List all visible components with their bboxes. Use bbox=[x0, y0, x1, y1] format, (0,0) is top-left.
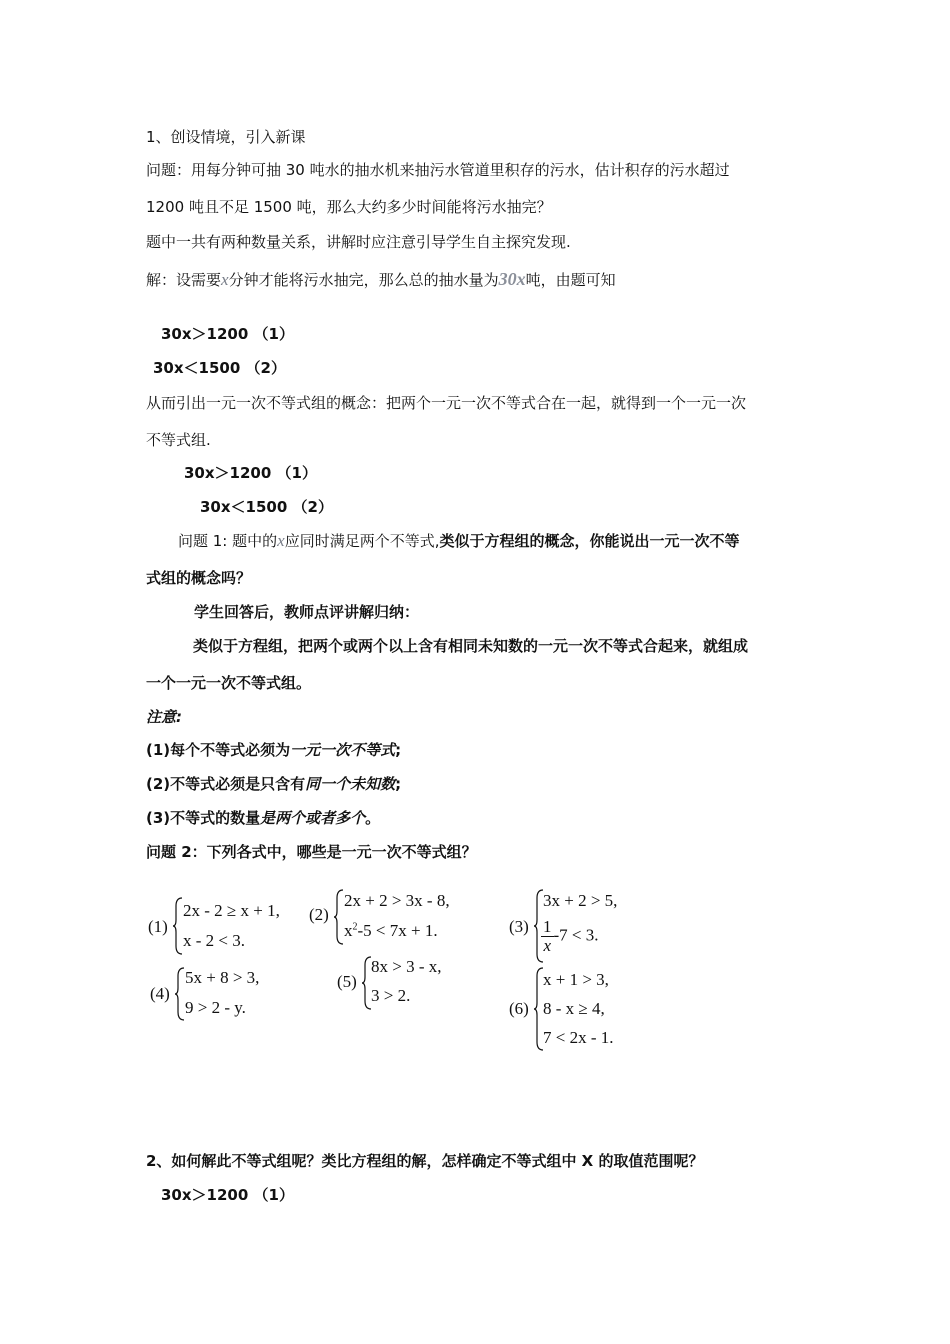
student-answer-line: 学生回答后，教师点评讲解归纳： bbox=[194, 603, 420, 621]
definition-line2: 一个一元一次不等式组。 bbox=[146, 674, 312, 692]
system-6-row1: x + 1 > 3, bbox=[543, 970, 609, 989]
section-2-variable: X bbox=[581, 1152, 594, 1170]
system-4-row1: 5x + 8 > 3, bbox=[185, 968, 260, 987]
note-3-text: (3)不等式的数量 bbox=[146, 809, 261, 827]
system-3-row2 bbox=[541, 918, 599, 955]
variable-x-image: x bbox=[221, 270, 229, 289]
system-1-label: (1) bbox=[148, 917, 168, 936]
teaching-note: 题中一共有两种数量关系，讲解时应注意引导学生自主探究发现. bbox=[146, 233, 571, 251]
problem-text-line1: 问题：用每分钟可抽 30 吨水的抽水机来抽污水管道里积存的污水，估计积存的污水超过 bbox=[146, 161, 730, 179]
note-2 bbox=[146, 774, 401, 794]
system-1-row1: 2x - 2 ≥ x + 1, bbox=[183, 901, 280, 920]
question-1-text-a: 问题 1: 题中的 bbox=[178, 532, 278, 550]
system-2-row2-x: x bbox=[344, 921, 353, 940]
problem-text-line2: 1200 吨且不足 1500 吨，那么大约多少时间能将污水抽完？ bbox=[146, 198, 552, 216]
solution-text-c: 吨，由题可知 bbox=[525, 271, 616, 289]
system-2-row1: 2x + 2 > 3x - 8, bbox=[344, 891, 450, 910]
fraction-numerator: 1 bbox=[543, 917, 552, 936]
note-2-emphasis: 同一个未知数 bbox=[305, 775, 396, 793]
system-3-label: (3) bbox=[509, 917, 529, 936]
system-6-row3: 7 < 2x - 1. bbox=[543, 1028, 614, 1047]
notes-title: 注意: bbox=[146, 708, 182, 726]
solution-text-a: 解：设需要 bbox=[146, 271, 222, 289]
section-2-heading bbox=[146, 1151, 703, 1171]
question-2: 问题 2：下列各式中，哪些是一元一次不等式组？ bbox=[146, 843, 477, 861]
system-4-label: (4) bbox=[150, 984, 170, 1003]
note-1-text: (1)每个不等式必须为 bbox=[146, 741, 291, 759]
fraction bbox=[541, 918, 554, 955]
inequality-2: 30x＜1500 （2） bbox=[153, 359, 286, 377]
system-2-row2-rest: -5 < 7x + 1. bbox=[357, 921, 438, 940]
note-2-text: (2)不等式必须是只含有 bbox=[146, 775, 306, 793]
system-1-row2: x - 2 < 3. bbox=[183, 931, 245, 950]
system-4-row2: 9 > 2 - y. bbox=[185, 998, 246, 1017]
question-1-text-b: 应同时满足两个不等式, bbox=[284, 532, 440, 550]
question-1-line2: 式组的概念吗？ bbox=[146, 569, 252, 587]
question-1-text-c: 类似于方程组的概念，你能说出一元一次不等 bbox=[439, 532, 740, 550]
system-3-row2-rest: -7 < 3. bbox=[553, 925, 599, 945]
note-3-emphasis: 是两个或者多个 bbox=[260, 809, 366, 827]
concept-line1: 从而引出一元一次不等式组的概念：把两个一元一次不等式合在一起，就得到一个一元一次 bbox=[146, 394, 747, 412]
fraction-denominator: x bbox=[543, 936, 552, 955]
solution-line bbox=[146, 269, 616, 290]
system-2-label: (2) bbox=[309, 905, 329, 924]
note-1-emphasis: 一元一次不等式 bbox=[290, 741, 396, 759]
note-1-end: ; bbox=[395, 741, 402, 759]
note-3 bbox=[146, 808, 380, 828]
system-6-label: (6) bbox=[509, 999, 529, 1018]
system-5-row2: 3 > 2. bbox=[371, 986, 411, 1005]
definition-line1: 类似于方程组，把两个或两个以上含有相同未知数的一元一次不等式合起来，就组成 bbox=[193, 637, 749, 655]
system-6-row2: 8 - x ≥ 4, bbox=[543, 999, 605, 1018]
inequality-1: 30x＞1200 （1） bbox=[161, 325, 294, 343]
inequality-1-repeat: 30x＞1200 （1） bbox=[184, 464, 317, 482]
section-2-text-a: 2、如何解此不等式组呢？类比方程组的解，怎样确定不等式组中 bbox=[146, 1152, 582, 1170]
note-3-end: 。 bbox=[365, 809, 381, 827]
system-3-row1: 3x + 2 > 5, bbox=[543, 891, 618, 910]
system-2-row2 bbox=[344, 921, 438, 941]
note-2-end: ; bbox=[395, 775, 402, 793]
section-heading: 1、创设情境，引入新课 bbox=[146, 128, 306, 146]
expression-30x-image: 30x bbox=[498, 269, 526, 289]
concept-line2: 不等式组. bbox=[146, 431, 211, 449]
variable-x-image: x bbox=[277, 531, 285, 550]
solution-text-b: 分钟才能将污水抽完，那么总的抽水量为 bbox=[228, 271, 499, 289]
inequality-2-repeat: 30x＜1500 （2） bbox=[200, 498, 333, 516]
note-1 bbox=[146, 740, 401, 760]
system-5-label: (5) bbox=[337, 972, 357, 991]
question-1-line1 bbox=[178, 531, 739, 551]
system-2-row2-exponent: 2 bbox=[352, 921, 358, 933]
section-2-text-b: 的取值范围呢？ bbox=[593, 1152, 704, 1170]
system-5-row1: 8x > 3 - x, bbox=[371, 957, 442, 976]
inequality-1-section2: 30x＞1200 （1） bbox=[161, 1186, 294, 1204]
